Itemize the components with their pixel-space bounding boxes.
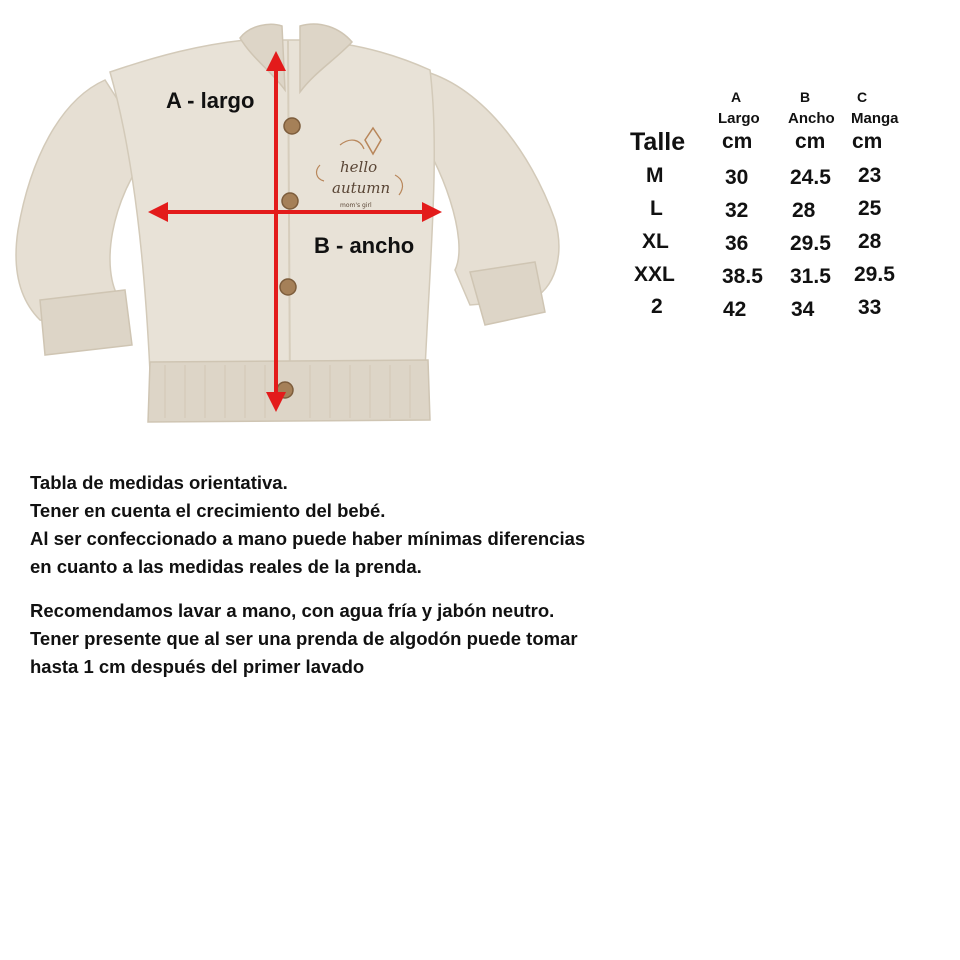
row-ancho: 31.5 [790,265,831,288]
note-line: en cuanto a las medidas reales de la prenda. [30,556,422,577]
note-line: Al ser confeccionado a mano puede haber mínimas diferencias [30,528,586,549]
note-line: hasta 1 cm después del primer lavado [30,656,365,677]
row-size: 2 [651,295,663,318]
col-name-ancho: Ancho [788,110,835,127]
col-unit-largo: cm [722,130,753,153]
row-size: M [646,164,664,187]
col-name-manga: Manga [851,110,899,127]
note-line: Tabla de medidas orientativa. [30,472,288,493]
row-largo: 42 [723,298,747,321]
row-ancho: 28 [792,199,816,222]
row-manga: 23 [858,164,882,187]
row-size: XXL [634,263,675,286]
row-size: XL [642,230,669,253]
cardigan-illustration [0,0,600,440]
row-ancho: 29.5 [790,232,831,255]
col-unit-ancho: cm [795,130,826,153]
col-unit-manga: cm [852,130,883,153]
note-line: Recomendamos lavar a mano, con agua fría y jabón neutro. [30,600,555,621]
size-header: Talle [630,128,686,156]
row-size: L [650,197,663,220]
right-cuff [470,262,545,325]
row-manga: 29.5 [854,263,895,286]
row-manga: 28 [858,230,882,253]
row-largo: 30 [725,166,749,189]
care-paragraph [30,597,578,681]
row-manga: 33 [858,296,882,319]
print-text-line-2: autumn [332,179,391,197]
cardigan-body [110,40,434,372]
note-line: Tener en cuenta el crecimiento del bebé. [30,500,386,521]
row-ancho: 34 [791,298,815,321]
width-label: B - ancho [314,233,415,258]
row-largo: 36 [725,232,749,255]
col-name-largo: Largo [718,110,760,127]
disclaimer-paragraph [30,469,585,581]
row-largo: 38.5 [722,265,763,288]
col-letter-b: B [800,89,811,105]
print-text-line-3: mom's girl [340,202,372,209]
note-line: Tener presente que al ser una prenda de algodón puede tomar [30,628,578,649]
row-ancho: 24.5 [790,166,831,189]
length-label: A - largo [166,88,255,113]
col-letter-a: A [731,89,742,105]
left-cuff [40,290,132,355]
row-largo: 32 [725,199,749,222]
col-letter-c: C [857,89,868,105]
print-text-line-1: hello [340,158,378,176]
row-manga: 25 [858,197,882,220]
